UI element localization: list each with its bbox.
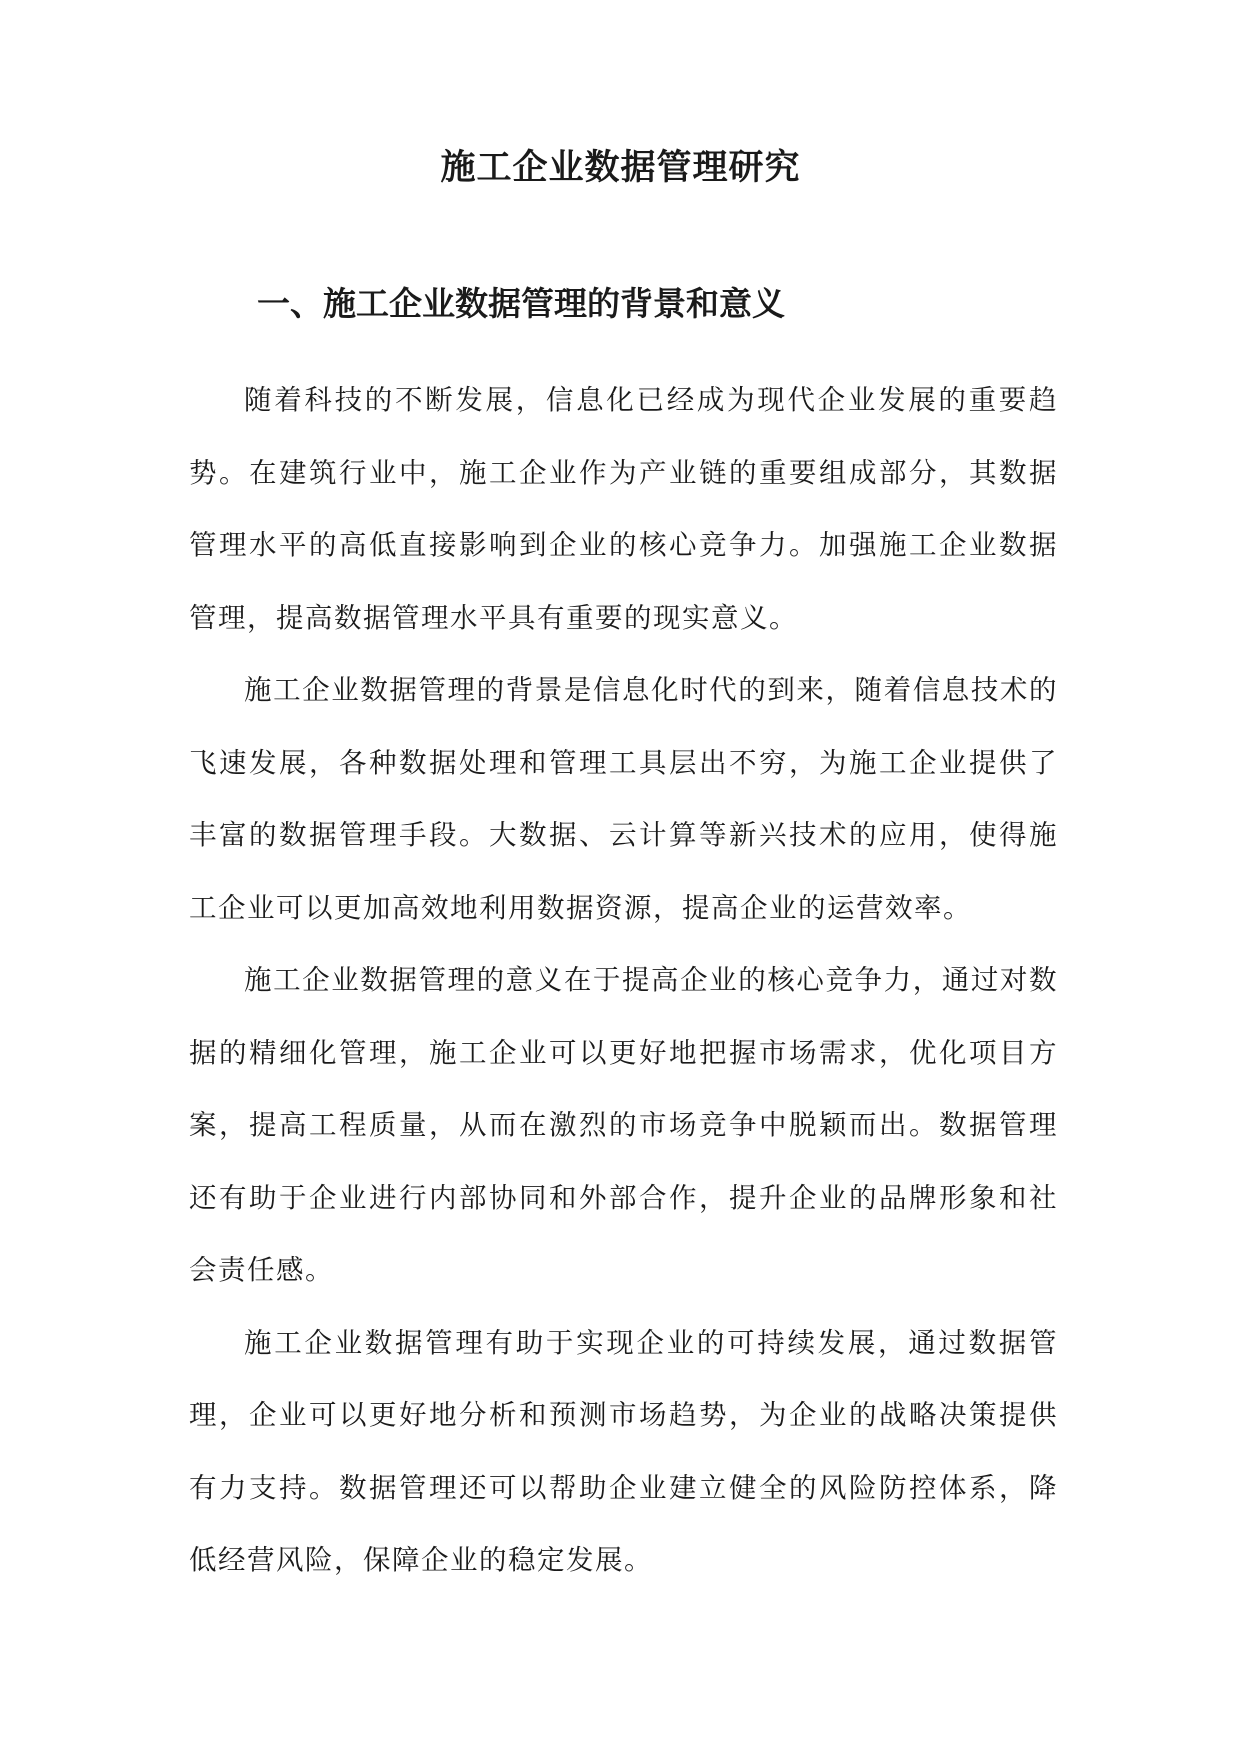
paragraph: 施工企业数据管理有助于实现企业的可持续发展，通过数据管理，企业可以更好地分析和预测市场趋势，为企业的战略决策提供有力支持。数据管理还可以帮助企业建立健全的风险防控体系，降低经营风险，保障企业的稳定发展。 [189, 1326, 1058, 1576]
paragraph: 施工企业数据管理的意义在于提高企业的核心竞争力，通过对数据的精细化管理，施工企业可以更好地把握市场需求，优化项目方案，提高工程质量，从而在激烈的市场竞争中脱颖而出。数据管理还有助于企业进行内部协同和外部合作，提升企业的品牌形象和社会责任感。 [189, 964, 1058, 1286]
paragraph: 施工企业数据管理的背景是信息化时代的到来，随着信息技术的飞速发展，各种数据处理和管理工具层出不穷，为施工企业提供了丰富的数据管理手段。大数据、云计算等新兴技术的应用，使得施工企业可以更加高效地利用数据资源，提高企业的运营效率。 [189, 674, 1058, 924]
document-title: 施工企业数据管理研究 [440, 147, 801, 188]
document-body [189, 364, 1058, 1597]
section-heading: 一、施工企业数据管理的背景和意义 [257, 284, 785, 323]
paragraph: 随着科技的不断发展，信息化已经成为现代企业发展的重要趋势。在建筑行业中，施工企业作为产业链的重要组成部分，其数据管理水平的高低直接影响到企业的核心竞争力。加强施工企业数据管理，提高数据管理水平具有重要的现实意义。 [189, 384, 1058, 634]
